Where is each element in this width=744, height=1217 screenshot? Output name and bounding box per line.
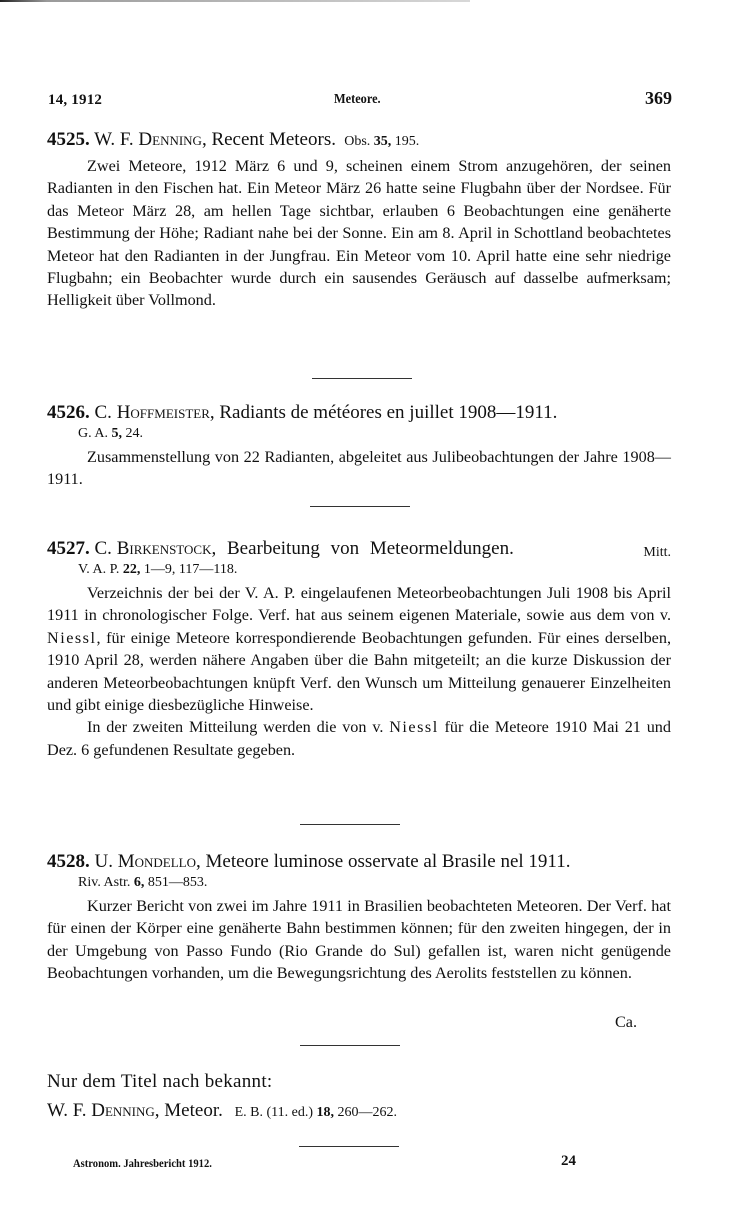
running-head-section: Meteore. (334, 92, 381, 107)
author-surname: Birkenstock (116, 538, 212, 559)
entry-4526 (47, 402, 671, 491)
entry-title: , Radiants de météores en juillet 1908—1911. (209, 402, 558, 423)
entry-heading (47, 129, 671, 153)
running-head (48, 88, 672, 112)
abstract-paragraph: Verzeichnis der bei der V. A. P. eingelaufenen Meteorbeobachtungen Juli 1908 bis April 1911 in chronologischer Folge. Verf. hat aus seinem eigenen Materiale, sowie aus dem von v. Niessl, für einige Meteore korrespondierende Beobachtungen gefunden. Für eines derselben, 1910 April 28, werden nähere Angaben über die Bahn mitgeteilt; an die kurze Diskussion der anderen Meteorbeobachtungen knüpft Verf. den Wunsch um Mitteilung genauerer Einzelheiten und gibt einige diesbezügliche Hinweise. (47, 584, 671, 715)
abstract-paragraph: Kurzer Bericht von zwei im Jahre 1911 in Brasilien beobachteten Meteoren. Der Verf. hat für einen der Körper eine genäherte Bahn bestimmen können; für den zweiten hingegen, der in der Umgebung von Passo Fundo (Rio Grande do Sul) gefallen ist, waren nicht genügende Beobachtungen vorhanden, um die Bewegungsrichtung des Aerolits feststellen zu können. (47, 897, 671, 983)
source-reference: E. B. (11. ed.) 18, 260—262. (234, 1105, 398, 1120)
known-by-title-heading: Nur dem Titel nach bekannt: (47, 1071, 273, 1092)
entry-abstract (47, 155, 671, 312)
author-initials: W. F. (47, 1100, 87, 1121)
section-divider (299, 1146, 399, 1147)
entry-4527 (47, 538, 671, 761)
running-head-volume: 14, 1912 (48, 92, 103, 108)
page-number: 369 (645, 88, 672, 108)
entry-abstract (47, 895, 671, 985)
entry-number: 4528. (47, 851, 90, 872)
author-initials: W. F. (94, 129, 134, 150)
author-initials: C. (94, 402, 112, 423)
entry-abstract (47, 582, 671, 761)
person-name: Niessl (47, 628, 97, 647)
entry-4525 (47, 129, 671, 312)
scan-edge-artifact (0, 0, 470, 2)
abstract-paragraph: Zusammenstellung von 22 Radianten, abgeleitet aus Julibeobachtungen der Jahre 1908—1911. (47, 448, 671, 489)
entry-title: , Meteor. (154, 1100, 223, 1121)
source-reference: Riv. Astr. 6, 851—853. (78, 875, 208, 890)
source-reference: G. A. 5, 24. (78, 426, 143, 441)
author-surname: Denning (138, 129, 202, 150)
source-journal-start: Mitt. (643, 545, 671, 560)
author-initials: C. (94, 538, 112, 559)
signature-mark-title: Astronom. Jahresbericht 1912. (73, 1158, 212, 1170)
section-divider (300, 824, 400, 825)
entry-title: , Recent Meteors. (201, 129, 336, 150)
author-surname: Mondello (117, 851, 197, 872)
abstract-paragraph: In der zweiten Mitteilung werden die von v. Niessl für die Meteore 1910 Mai 21 und Dez. 6 gefundenen Resultate gegeben. (47, 718, 671, 759)
entry-number: 4527. (47, 538, 90, 559)
entry-title: , Meteore luminose osservate al Brasile nel 1911. (196, 851, 571, 872)
entry-title: , Bearbeitung von Meteormeldungen. (211, 538, 514, 559)
author-initials: U. (94, 851, 113, 872)
entry-4528 (47, 851, 671, 1036)
source-reference: V. A. P. 22, 1—9, 117—118. (78, 562, 238, 577)
person-name: Niessl (389, 718, 439, 737)
source-reference: Obs. 35, 195. (344, 134, 420, 149)
entry-heading (47, 402, 671, 424)
author-surname: Denning (91, 1100, 155, 1121)
entry-number: 4526. (47, 402, 90, 423)
reviewer-signature: Ca. (614, 1013, 637, 1031)
signature-mark-number: 24 (561, 1153, 576, 1169)
abstract-paragraph: Zwei Meteore, 1912 März 6 und 9, scheinen einem Strom anzugehören, der seinen Radianten in den Fischen hat. Ein Meteor März 26 hatte seine Flugbahn über der Nordsee. Für das Meteor März 28, am hellen Tage sichtbar, erlauben 6 Beobachtungen eine genäherte Bestimmung der Höhe; Radiant nahe bei der Sonne. Ein am 8. April in Schottland beobachtetes Meteor hat den Radianten in der Jungfrau. Ein Meteor vom 10. April hatte eine sehr niedrige Flugbahn; ein Beobachter wurde durch ein sausendes Geräusch auf dasselbe aufmerksam; Helligkeit über Vollmond. (47, 157, 671, 310)
entry-abstract (47, 446, 671, 491)
known-by-title-entry (47, 1100, 397, 1122)
section-divider (312, 378, 412, 379)
section-divider (300, 1045, 400, 1046)
entry-heading (47, 538, 671, 560)
entry-heading (47, 851, 671, 873)
section-divider (310, 506, 410, 507)
author-surname: Hoffmeister (116, 402, 210, 423)
entry-number: 4525. (47, 129, 90, 150)
